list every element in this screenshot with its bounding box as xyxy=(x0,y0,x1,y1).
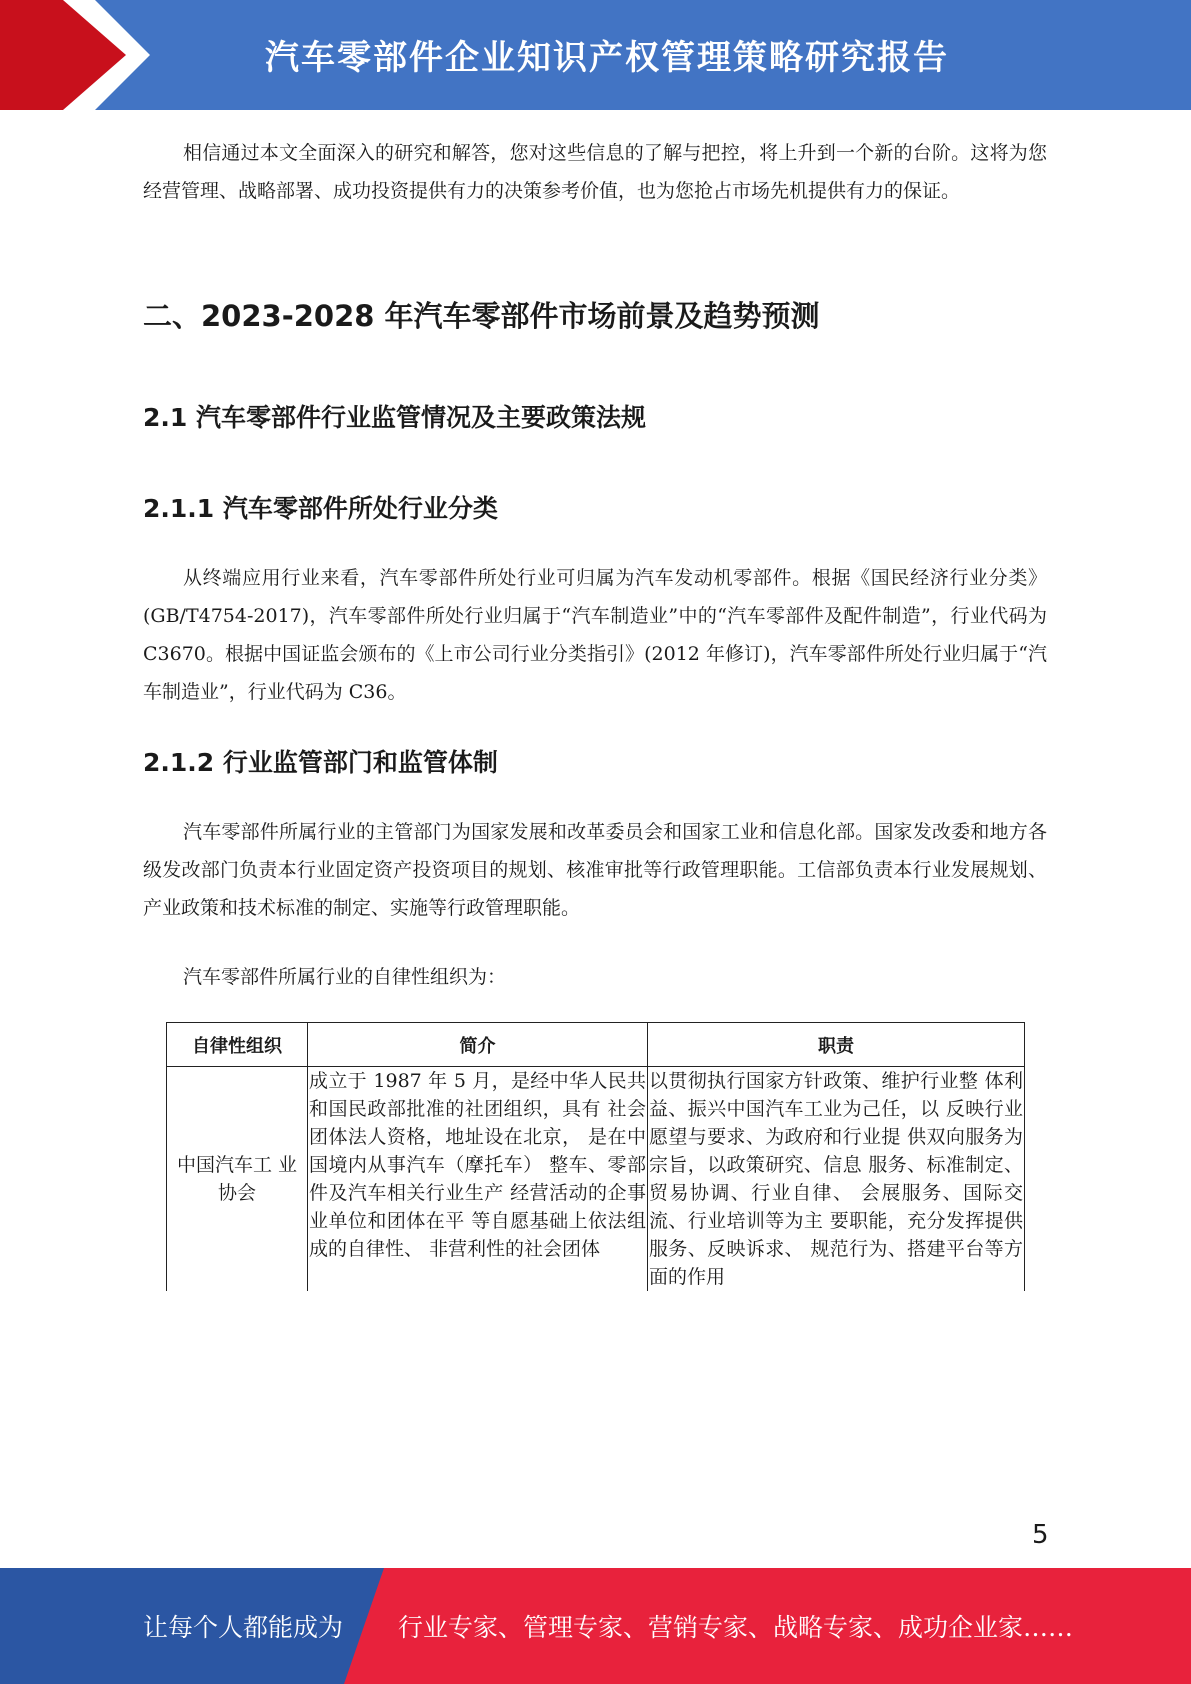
page-number: 5 xyxy=(1032,1520,1049,1550)
footer-slogan-right: 行业专家、管理专家、营销专家、战略专家、成功企业家…… xyxy=(398,1613,1074,1642)
section-2-1-2-heading: 2.1.2 行业监管部门和监管体制 xyxy=(143,748,498,777)
footer-slogan-left: 让每个人都能成为 xyxy=(143,1613,344,1642)
table-header-row xyxy=(167,1023,1025,1067)
page-header xyxy=(0,0,1191,110)
table-cell-intro: 成立于 1987 年 5 月，是经中华人民共和国民政部批准的社团组织，具有 社会团体法人资格，地址设在北京， 是在中国境内从事汽车（摩托车） 整车、零部件及汽车相关行业生产 经营活动的企事业单位和团体在平 等自愿基础上依法组成的自律性、 非营利性的社会团体 xyxy=(308,1067,648,1292)
chevron-arrow-icon xyxy=(0,0,160,110)
table-header-org: 自律性组织 xyxy=(167,1023,308,1067)
report-title: 汽车零部件企业知识产权管理策略研究报告 xyxy=(265,38,949,78)
intro-paragraph: 相信通过本文全面深入的研究和解答，您对这些信息的了解与把控，将上升到一个新的台阶。这将为您经营管理、战略部署、成功投资提供有力的决策参考价值，也为您抢占市场先机提供有力的保证。 xyxy=(143,142,1047,202)
page-footer xyxy=(0,1568,1191,1684)
section-2-1-1-body: 从终端应用行业来看，汽车零部件所处行业可归属为汽车发动机零部件。根据《国民经济行业分类》(GB/T4754-2017)，汽车零部件所处行业归属于“汽车制造业”中的“汽车零部件及配件制造”，行业代码为 C3670。根据中国证监会颁布的《上市公司行业分类指引》(2012 年修订)，汽车零部件所处行业归属于“汽车制造业”，行业代码为 C36。 xyxy=(143,567,1047,703)
section-2-heading: 二、2023-2028 年汽车零部件市场前景及趋势预测 xyxy=(143,299,820,333)
table-cell-org: 中国汽车工 业协会 xyxy=(167,1067,308,1292)
table-header-intro: 简介 xyxy=(308,1023,648,1067)
section-2-1-1-heading: 2.1.1 汽车零部件所处行业分类 xyxy=(143,494,498,523)
table-row xyxy=(167,1067,1025,1292)
table-intro: 汽车零部件所属行业的自律性组织为： xyxy=(183,966,507,988)
section-2-1-2-body: 汽车零部件所属行业的主管部门为国家发展和改革委员会和国家工业和信息化部。国家发改委和地方各级发改部门负责本行业固定资产投资项目的规划、核准审批等行政管理职能。工信部负责本行业发展规划、产业政策和技术标准的制定、实施等行政管理职能。 xyxy=(143,821,1047,919)
self-regulatory-org-table xyxy=(166,1022,1025,1291)
table-header-duty: 职责 xyxy=(648,1023,1025,1067)
section-2-1-heading: 2.1 汽车零部件行业监管情况及主要政策法规 xyxy=(143,403,646,432)
table-cell-duty: 以贯彻执行国家方针政策、维护行业整 体利益、振兴中国汽车工业为己任，以 反映行业愿望与要求、为政府和行业提 供双向服务为宗旨，以政策研究、信息 服务、标准制定、贸易协调、行业自律、 会展服务、国际交流、行业培训等为主 要职能，充分发挥提供服务、反映诉求、 规范行为、搭建平台等方面的作用 xyxy=(648,1067,1025,1292)
